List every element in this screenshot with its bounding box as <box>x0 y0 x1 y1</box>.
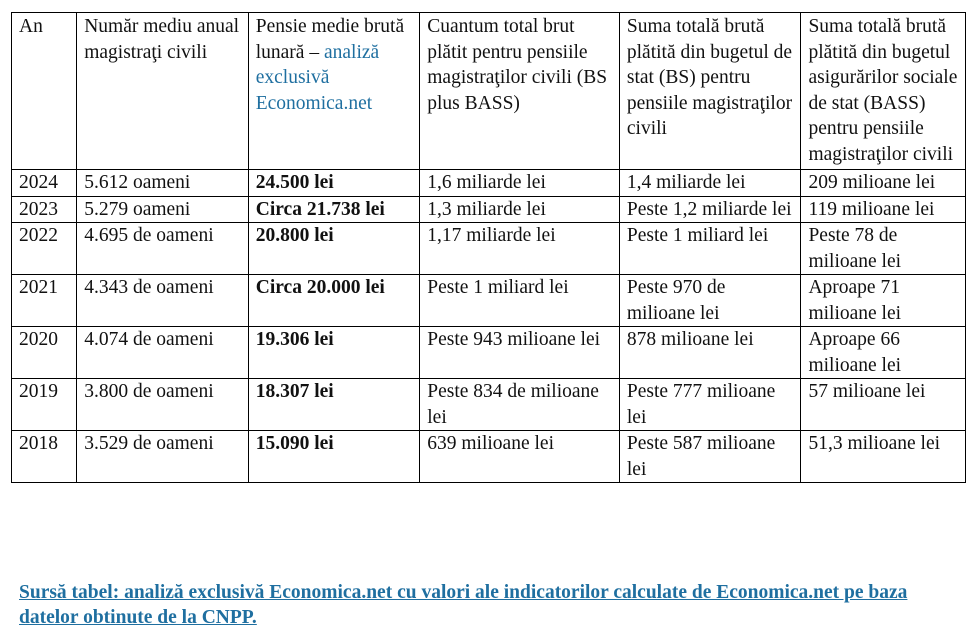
cell-avg-pension: 19.306 lei <box>248 327 420 379</box>
cell-total-paid: Peste 834 de milioane lei <box>420 379 620 431</box>
cell-year: 2022 <box>12 223 77 275</box>
cell-avg-pension: Circa 21.738 lei <box>248 196 420 223</box>
cell-social-budget: 51,3 milioane lei <box>801 431 966 483</box>
cell-avg-pension: 24.500 lei <box>248 170 420 197</box>
cell-year: 2021 <box>12 275 77 327</box>
cell-social-budget: Peste 78 de milioane lei <box>801 223 966 275</box>
header-social-budget: Suma totală brută plătită din bugetul asigurărilor sociale de stat (BASS) pentru pensiile magistraţilor civili <box>801 13 966 170</box>
cell-total-paid: Peste 1 miliard lei <box>420 275 620 327</box>
cell-year: 2019 <box>12 379 77 431</box>
cell-state-budget: Peste 970 de milioane lei <box>619 275 801 327</box>
table-row <box>12 223 966 275</box>
cell-total-paid: 1,3 miliarde lei <box>420 196 620 223</box>
cell-social-budget: 119 milioane lei <box>801 196 966 223</box>
header-avg-pension <box>248 13 420 170</box>
cell-state-budget: Peste 1,2 miliarde lei <box>619 196 801 223</box>
table-row <box>12 196 966 223</box>
table-row <box>12 431 966 483</box>
header-total-paid: Cuantum total brut plătit pentru pensiile magistraţilor civili (BS plus BASS) <box>420 13 620 170</box>
table-row <box>12 275 966 327</box>
cell-state-budget: Peste 587 milioane lei <box>619 431 801 483</box>
cell-magistrates: 3.529 de oameni <box>77 431 249 483</box>
cell-social-budget: Aproape 71 milioane lei <box>801 275 966 327</box>
cell-social-budget: 57 milioane lei <box>801 379 966 431</box>
cell-total-paid: 1,17 miliarde lei <box>420 223 620 275</box>
cell-magistrates: 5.612 oameni <box>77 170 249 197</box>
cell-magistrates: 5.279 oameni <box>77 196 249 223</box>
magistrates-pensions-table <box>11 12 966 483</box>
cell-year: 2020 <box>12 327 77 379</box>
header-magistrates: Număr mediu anual magistraţi civili <box>77 13 249 170</box>
header-state-budget: Suma totală brută plătită din bugetul de stat (BS) pentru pensiile magistraţilor civili <box>619 13 801 170</box>
cell-magistrates: 3.800 de oameni <box>77 379 249 431</box>
table-row <box>12 170 966 197</box>
cell-magistrates: 4.074 de oameni <box>77 327 249 379</box>
table-header-row <box>12 13 966 170</box>
cell-total-paid: 639 milioane lei <box>420 431 620 483</box>
cell-avg-pension: 20.800 lei <box>248 223 420 275</box>
cell-avg-pension: Circa 20.000 lei <box>248 275 420 327</box>
cell-year: 2018 <box>12 431 77 483</box>
cell-avg-pension: 15.090 lei <box>248 431 420 483</box>
cell-magistrates: 4.343 de oameni <box>77 275 249 327</box>
cell-state-budget: Peste 1 miliard lei <box>619 223 801 275</box>
pensions-table-container <box>11 12 966 483</box>
header-avg-pension-highlight: analiză exclusivă Economica.net <box>255 41 380 114</box>
cell-total-paid: 1,6 miliarde lei <box>420 170 620 197</box>
cell-social-budget: Aproape 66 milioane lei <box>801 327 966 379</box>
header-avg-pension-text: Pensie medie brută lunară – <box>255 16 405 63</box>
cell-social-budget: 209 milioane lei <box>801 170 966 197</box>
header-year: An <box>12 13 77 170</box>
cell-state-budget: Peste 777 milioane lei <box>619 379 801 431</box>
table-row <box>12 327 966 379</box>
cell-state-budget: 1,4 miliarde lei <box>619 170 801 197</box>
cell-year: 2024 <box>12 170 77 197</box>
cell-magistrates: 4.695 de oameni <box>77 223 249 275</box>
source-note-link[interactable]: Sursă tabel: analiză exclusivă Economica.net cu valori ale indicatorilor calculate de Economica.net pe baza datelor obtinute de la CNPP. <box>19 582 908 628</box>
cell-year: 2023 <box>12 196 77 223</box>
table-row <box>12 379 966 431</box>
cell-state-budget: 878 milioane lei <box>619 327 801 379</box>
cell-avg-pension: 18.307 lei <box>248 379 420 431</box>
cell-total-paid: Peste 943 milioane lei <box>420 327 620 379</box>
